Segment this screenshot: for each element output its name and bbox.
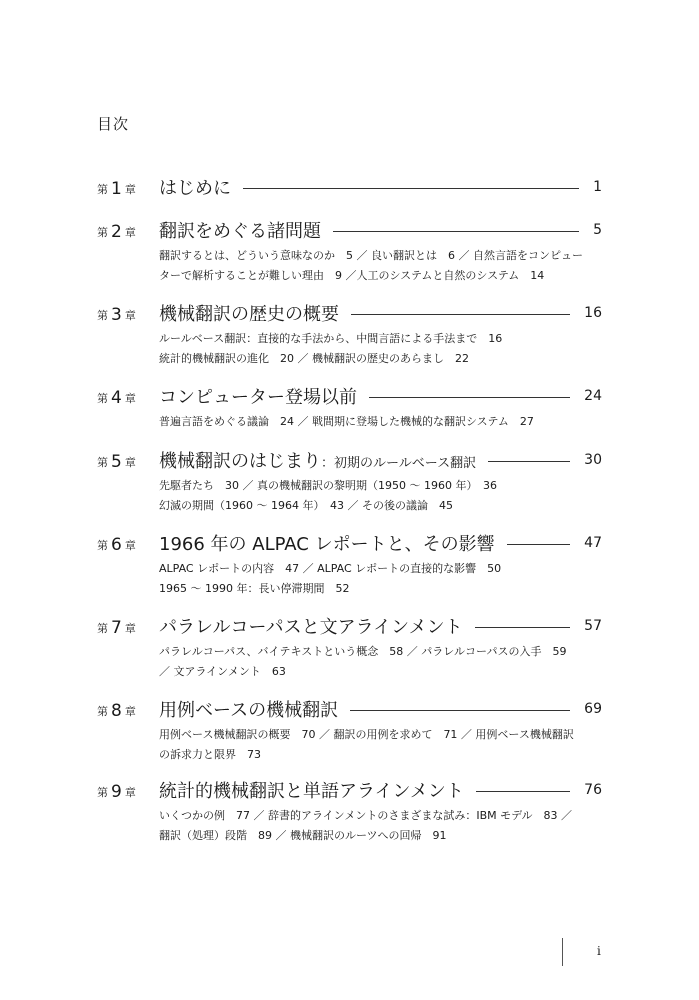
chapter-page: 69 [584, 701, 602, 717]
chapter-title-main: 機械翻訳のはじまり [159, 451, 321, 472]
leader-line [350, 710, 570, 711]
chapter-label [97, 534, 136, 554]
chapter-prefix: 第 [97, 392, 108, 405]
section-list [159, 246, 604, 286]
section-line: 先駆者たち 30 ／ 真の機械翻訳の黎明期（1950 ～ 1960 年） 36 [159, 479, 497, 492]
chapter-suffix: 章 [124, 183, 136, 196]
section-list [159, 559, 604, 599]
section-list [159, 412, 604, 432]
chapter-prefix: 第 [97, 183, 108, 196]
chapter-title-main: 翻訳をめぐる諸問題 [159, 221, 321, 242]
chapter-label [97, 304, 136, 324]
toc-title: 目次 [97, 115, 130, 133]
chapter-suffix: 章 [124, 309, 136, 322]
chapter-page: 57 [584, 618, 602, 634]
chapter-number: 1 [111, 179, 122, 199]
chapter-prefix: 第 [97, 539, 108, 552]
section-line: ／ 文アラインメント 63 [159, 665, 286, 678]
chapter-title [159, 447, 476, 473]
section-line: 幻滅の期間（1960 ～ 1964 年） 43 ／ その後の議論 45 [159, 499, 453, 512]
chapter-prefix: 第 [97, 786, 108, 799]
chapter-title-row [159, 530, 602, 556]
chapter-suffix: 章 [124, 786, 136, 799]
chapter-suffix: 章 [124, 226, 136, 239]
chapter-title-row [159, 447, 602, 473]
chapter-title-row [159, 217, 602, 243]
chapter-subtitle: ：初期のルールベース翻訳 [321, 456, 477, 471]
chapter-title [159, 217, 321, 243]
chapter-title [159, 174, 231, 200]
chapter-title-row [159, 696, 602, 722]
chapter-prefix: 第 [97, 309, 108, 322]
chapter-number: 4 [111, 388, 122, 408]
section-list [159, 806, 604, 846]
section-line: 普遍言語をめぐる議論 24 ／ 戦間期に登場した機械的な翻訳システム 27 [159, 415, 534, 428]
chapter-title-main: はじめに [159, 178, 231, 199]
chapter-label [97, 387, 136, 407]
chapter-suffix: 章 [124, 705, 136, 718]
chapter-page: 24 [584, 388, 602, 404]
leader-line [351, 314, 570, 315]
chapter-suffix: 章 [124, 392, 136, 405]
chapter-title-main: 機械翻訳の歴史の概要 [159, 304, 339, 325]
footer-rule [562, 938, 563, 966]
section-line: ルールベース翻訳：直接的な手法から、中間言語による手法まで 16 [159, 332, 503, 345]
chapter-page: 76 [584, 782, 602, 798]
chapter-label [97, 781, 136, 801]
leader-line [333, 231, 579, 232]
leader-line [475, 627, 571, 628]
chapter-number: 8 [111, 701, 122, 721]
chapter-label [97, 178, 136, 198]
leader-line [507, 544, 571, 545]
chapter-prefix: 第 [97, 622, 108, 635]
section-line: 統計的機械翻訳の進化 20 ／ 機械翻訳の歴史のあらまし 22 [159, 352, 469, 365]
chapter-page: 1 [593, 179, 602, 195]
section-line: ALPAC レポートの内容 47 ／ ALPAC レポートの直接的な影響 50 [159, 562, 502, 575]
chapter-label [97, 451, 136, 471]
chapter-title-row [159, 174, 602, 200]
chapter-prefix: 第 [97, 705, 108, 718]
chapter-title-row [159, 300, 602, 326]
chapter-page: 30 [584, 452, 602, 468]
chapter-page: 5 [593, 222, 602, 238]
leader-line [488, 461, 570, 462]
section-line: 1965 ～ 1990 年：長い停滞期間 52 [159, 582, 350, 595]
chapter-suffix: 章 [124, 622, 136, 635]
section-line: 用例ベース機械翻訳の概要 70 ／ 翻訳の用例を求めて 71 ／ 用例ベース機械翻訳 [159, 728, 574, 741]
chapter-title-main: 用例ベースの機械翻訳 [159, 700, 339, 721]
chapter-title [159, 383, 357, 409]
leader-line [243, 188, 579, 189]
chapter-label [97, 221, 136, 241]
chapter-title [159, 777, 464, 803]
chapter-page: 47 [584, 535, 602, 551]
chapter-prefix: 第 [97, 226, 108, 239]
chapter-title [159, 696, 338, 722]
section-line: パラレルコーパス、バイテキストという概念 58 ／ パラレルコーパスの入手 59 [159, 645, 567, 658]
chapter-number: 2 [111, 222, 122, 242]
chapter-title-row [159, 383, 602, 409]
chapter-title-row [159, 613, 602, 639]
section-line: の訴求力と限界 73 [159, 748, 261, 761]
section-list [159, 476, 604, 516]
chapter-label [97, 700, 136, 720]
chapter-suffix: 章 [124, 539, 136, 552]
chapter-title-main: パラレルコーパスと文アラインメント [159, 617, 463, 638]
chapter-title [159, 613, 463, 639]
chapter-number: 6 [111, 535, 122, 555]
chapter-page: 16 [584, 305, 602, 321]
section-line: 翻訳（処理）段階 89 ／ 機械翻訳のルーツへの回帰 91 [159, 829, 447, 842]
chapter-title-main: コンピューター登場以前 [159, 387, 357, 408]
chapter-number: 5 [111, 452, 122, 472]
leader-line [369, 397, 570, 398]
section-line: ターで解析することが難しい理由 9 ／人工のシステムと自然のシステム 14 [159, 269, 545, 282]
chapter-suffix: 章 [124, 456, 136, 469]
leader-line [476, 791, 570, 792]
chapter-title [159, 300, 339, 326]
chapter-label [97, 617, 136, 637]
chapter-title-main: 1966 年の ALPAC レポートと、その影響 [159, 534, 495, 555]
chapter-title-main: 統計的機械翻訳と単語アラインメント [159, 781, 464, 802]
chapter-number: 7 [111, 618, 122, 638]
section-list [159, 329, 604, 369]
section-line: いくつかの例 77 ／ 辞書的アラインメントのさまざまな試み：IBM モデル 83 ／ [159, 809, 573, 822]
page-number: i [597, 944, 601, 958]
chapter-number: 3 [111, 305, 122, 325]
chapter-prefix: 第 [97, 456, 108, 469]
section-list [159, 642, 604, 682]
chapter-number: 9 [111, 782, 122, 802]
section-list [159, 725, 604, 765]
chapter-title-row [159, 777, 602, 803]
section-line: 翻訳するとは、どういう意味なのか 5 ／ 良い翻訳とは 6 ／ 自然言語をコンピュー [159, 249, 583, 262]
chapter-title [159, 530, 495, 556]
